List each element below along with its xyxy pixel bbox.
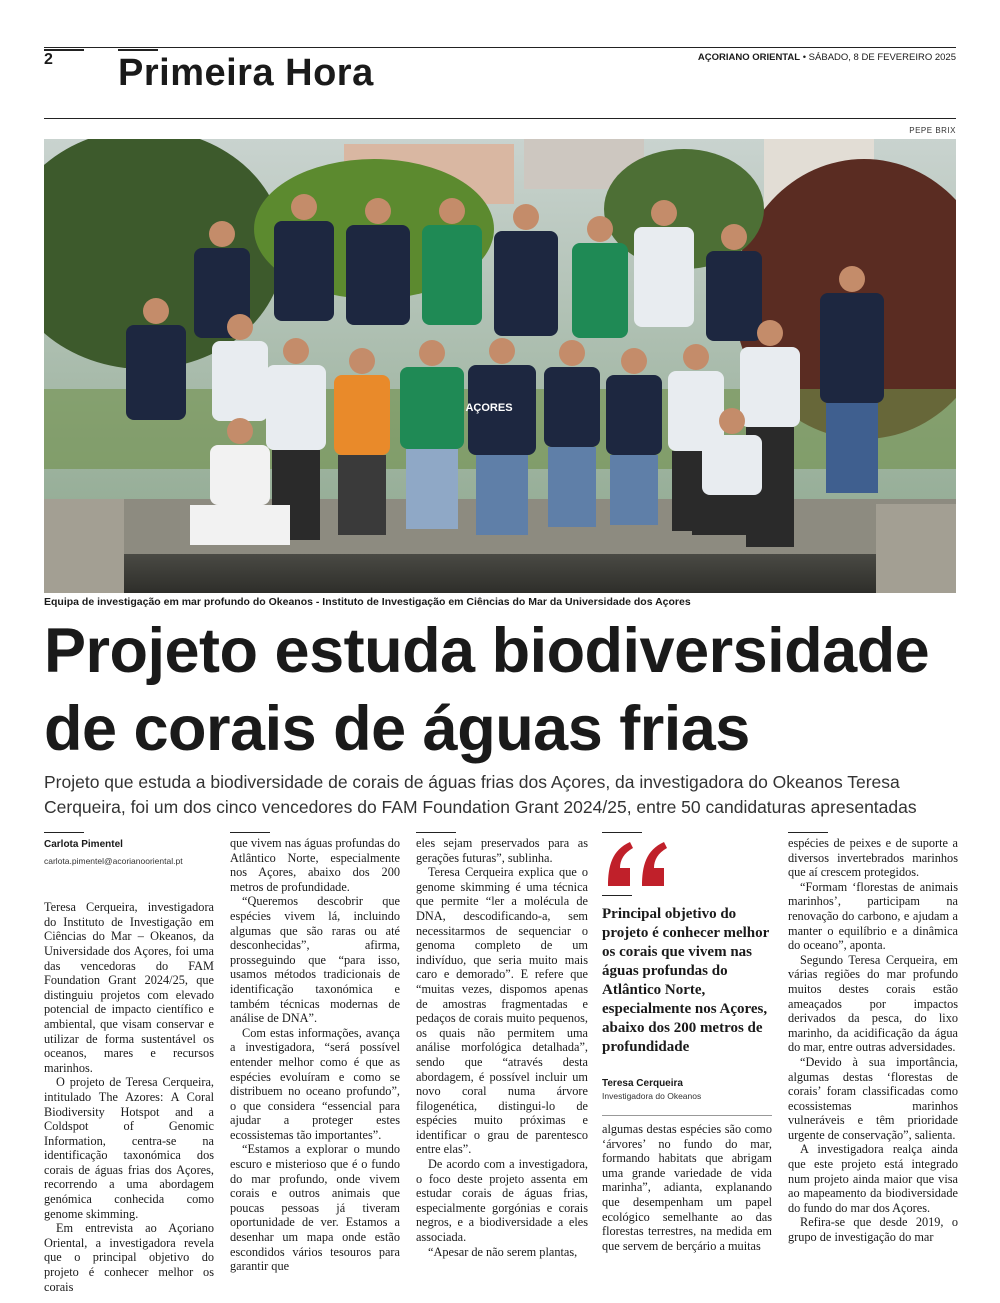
article-column-1 xyxy=(44,836,214,1294)
paragraph: que vivem nas águas profundas do Atlântico Norte, especialmente nos Açores, abaixo dos 200 metros de profundidade. xyxy=(230,836,400,894)
masthead xyxy=(698,52,956,63)
paragraph: algumas destas espécies são como ‘árvores’ no fundo do mar, formando habitats que abrigam uma grande variedade de vida marinha”, adianta, explanando que desempenham um papel ecológico semelhante ao das florestas terrestres, na medida em que servem de berçário a muitas xyxy=(602,1122,772,1253)
paragraph: “Estamos a explorar o mundo escuro e misterioso que é o fundo do mar profundo, onde vivem corais e outros animais que poucas pessoas já tiveram oportunidade de ver. Estamos a desenhar um mapa onde estão escondidos vários tesouros para garantir que xyxy=(230,1142,400,1274)
paragraph: Refira-se que desde 2019, o grupo de investigação do mar xyxy=(788,1215,958,1245)
shirt-logo-text: AÇORES xyxy=(465,402,513,414)
paragraph: Em entrevista ao Açoriano Oriental, a investigadora revela que o principal objetivo do projeto é conhecer melhor os corais xyxy=(44,1221,214,1294)
article-column-2 xyxy=(230,836,400,1274)
author-email: carlota.pimentel@acorianooriental.pt xyxy=(44,855,183,866)
paragraph: Teresa Cerqueira, investigadora do Instituto de Investigação em Ciências do Mar – Okeanos, da Universidade dos Açores, foi uma das vencedoras do FAM Foundation Grant 2024/25, que distinguiu projetos com elevado potencial de impacto científico e ambiental, que visam conservar e utilizar de forma sustentável os oceanos, mares e recursos marinhos. xyxy=(44,900,214,1075)
publication-name: AÇORIANO ORIENTAL xyxy=(697,52,801,63)
pull-quote: Principal objetivo do projeto é conhecer melhor os corais que vivem nas águas profundas do Atlântico Norte, especialmente nos Açores, abaixo dos 200 metros de profundidade xyxy=(602,906,770,1055)
article-column-5 xyxy=(788,836,958,1245)
page-number: 2 xyxy=(44,51,53,68)
issue-date: • SÁBADO, 8 DE FEVEREIRO 2025 xyxy=(802,52,956,63)
section-title: Primeira Hora xyxy=(118,52,374,94)
author-name: Carlota Pimentel xyxy=(44,839,123,850)
paragraph: De acordo com a investigadora, o foco deste projeto assenta em estudar corais de águas frias, especialmente gorgónias e corais negros, e a biodiversidade a eles associada. xyxy=(416,1157,588,1245)
paragraph: A investigadora realça ainda que este projeto está integrado num projeto ainda maior que visa ao mapeamento da biodiversidade do fundo do mar dos Açores. xyxy=(788,1142,958,1215)
paragraph: Segundo Teresa Cerqueira, em várias regiões do mar profundo muitos destes corais estão ameaçados por impactos derivados da pesca, do lixo marinho, da acidificação da água do mar, entre outras adversidades. xyxy=(788,952,958,1055)
headline-line-1: Projeto estuda biodiversidade xyxy=(44,616,930,686)
paragraph: “Formam ‘florestas de animais marinhos’, participam na renovação do carbono, e ajudam a manter o equilíbrio e a dinâmica do oceano”, aponta. xyxy=(788,879,958,953)
paragraph: O projeto de Teresa Cerqueira, intitulado The Azores: A Coral Biodiversity Hotspot and a Coldspot of Genomic Information, centra-se na identificação taxonómica dos corais de águas frias dos Açores, recorrendo a uma abordagem genómica conhecida como genome skimming. xyxy=(44,1075,214,1221)
article-column-3 xyxy=(416,836,588,1259)
standfirst: Projeto que estuda a biodiversidade de corais de águas frias dos Açores, da investigadora do Okeanos Teresa Cerqueira, foi um dos cinco vencedores do FAM Foundation Grant 2024/25, entre 50 candidaturas apresentadas xyxy=(44,772,917,817)
paragraph: “Devido à sua importância, algumas destas ‘florestas de corais’ foram classificadas como ecossistemas marinhos vulneráveis e têm prioridade urgente de conservação”, salienta. xyxy=(788,1054,958,1142)
quote-role: Investigadora do Okeanos xyxy=(602,1091,702,1101)
headline xyxy=(44,612,964,768)
photo-caption: Equipa de investigação em mar profundo do Okeanos - Instituto de Investigação em Ciências do Mar da Universidade dos Açores xyxy=(44,596,691,608)
paragraph: Teresa Cerqueira explica que o genome skimming é uma técnica que permite “ler a molécula de DNA, descodificando-a, sem necessitarmos de sequenciar o genoma completo de um indivíduo, que seria muito mais caro e demorado”. E refere que “muitas vezes, dispomos apenas de amostras fragmentadas e pedaços de corais muito pequenos, os quais não permitem uma análise morfológica detalhada”, sendo que “através desta abordagem, é possível incluir um novo coral numa árvore filogenética, distingui-lo de espécies muito próximas e identificar o grau de parentesco entre elas”. xyxy=(416,865,588,1157)
quote-mark-icon xyxy=(602,836,672,892)
paragraph: “Apesar de não serem plantas, xyxy=(428,1244,578,1259)
team-photo xyxy=(44,139,956,593)
paragraph: Com estas informações, avança a investigadora, “será possível entender melhor como é que as espécies evoluíram e como se distribuem no oceano profundo”, o que considera “essencial para ajudar a proteger estes ecossistemas tão importantes”. xyxy=(230,1025,400,1142)
headline-line-2: de corais de águas frias xyxy=(44,694,750,764)
quote-author: Teresa Cerqueira xyxy=(602,1078,683,1089)
paragraph: eles sejam preservados para as gerações futuras”, sublinha. xyxy=(416,836,588,865)
photo-credit: PEPE BRIX xyxy=(909,126,956,135)
paragraph: espécies de peixes e de suporte a diversos invertebrados marinhos que aí crescem protegidos. xyxy=(788,836,958,880)
paragraph: “Queremos descobrir que espécies vivem lá, incluindo algumas que são raras ou até desconhecidas”, afirma, prosseguindo que “para isso, usamos métodos tradicionais de identificação taxonómica e também técnicas modernas de análise de DNA”. xyxy=(230,894,400,1026)
article-column-4 xyxy=(602,1122,772,1253)
